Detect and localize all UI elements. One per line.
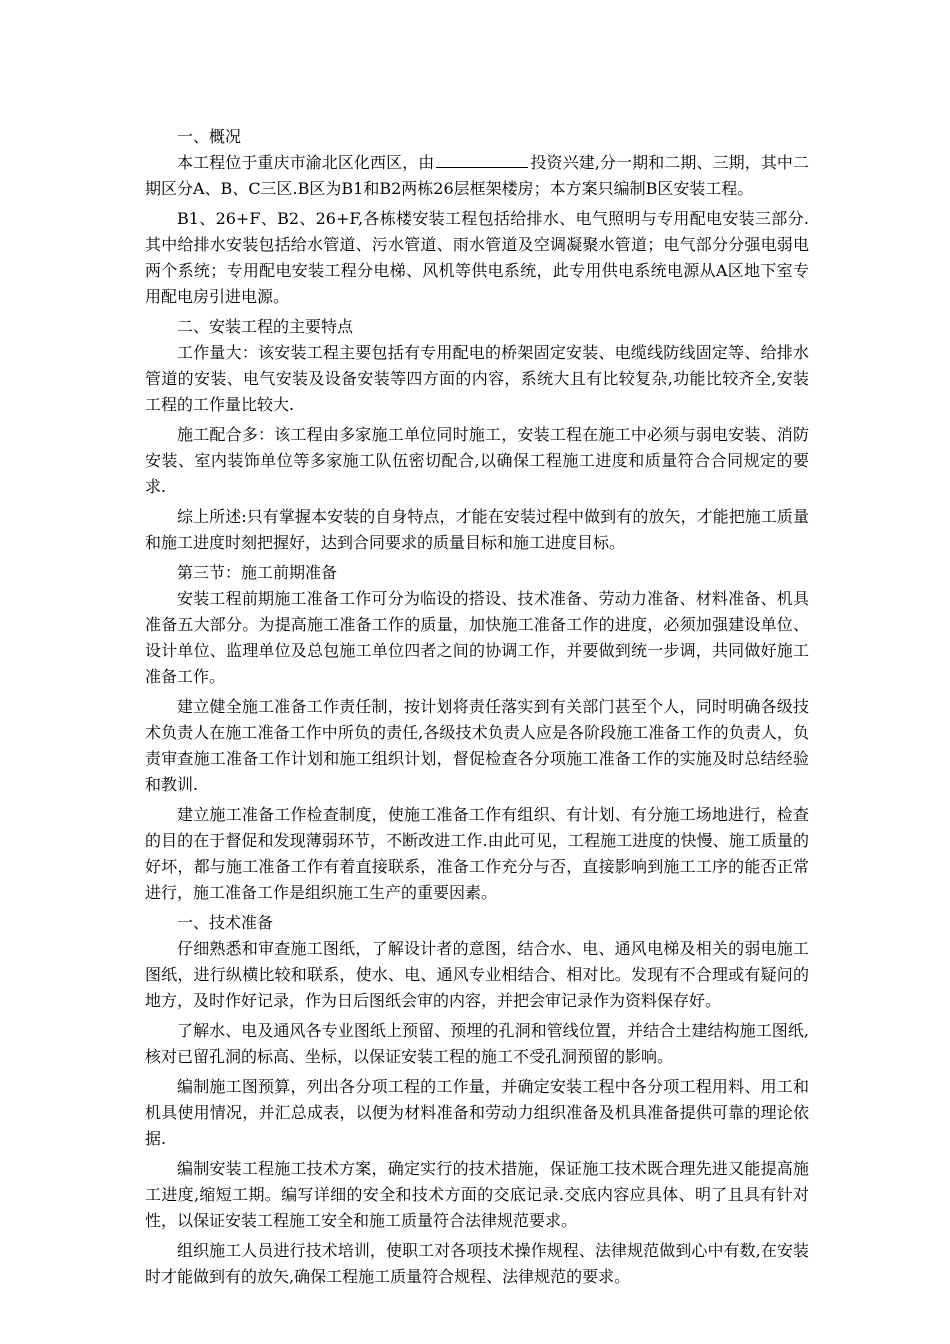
paragraph-technical-plan: 编制安装工程施工技术方案，确定实行的技术措施，保证施工技术既合理先进又能提高施工进度,缩短工期。编写详细的安全和技术方面的交底记录.交底内容应具体、明了且具有针对性，以保证安装工程施工安全和施工质量符合法律规范要求。 — [145, 1159, 809, 1230]
paragraph-training: 组织施工人员进行技术培训，使职工对各项技术操作规程、法律规范做到心中有数,在安装时才能做到有的放矢,确保工程施工质量符合规程、法律规范的要求。 — [145, 1241, 809, 1286]
paragraph-summary: 综上所述:只有掌握本安装的自身特点，才能在安装过程中做到有的放矢，才能把施工质量和施工进度时刻把握好，达到合同要求的质量目标和施工进度目标。 — [145, 507, 809, 552]
paragraph-workload: 工作量大：该安装工程主要包括有专用配电的桥架固定安装、电缆线防线固定等、给排水管道的安装、电气安装及设备安装等四方面的内容，系统大且有比较复杂,功能比较齐全,安装工程的工作量比较大. — [145, 343, 809, 414]
paragraph-scope: B1、26+F、B2、26+F,各栋楼安装工程包括给排水、电气照明与专用配电安装三部分.其中给排水安装包括给水管道、污水管道、雨水管道及空调凝聚水管道；电气部分分强电弱电两个系统；专用配电安装工程分电梯、风机等供电系统，此专用供电系统电源从A区地下室专用配电房引进电源。 — [145, 209, 809, 306]
blank-fill-line — [436, 152, 528, 168]
paragraph-inspection: 建立施工准备工作检查制度，使施工准备工作有组织、有计划、有分施工场地进行，检查的目的在于督促和发现薄弱环节，不断改进工作.由此可见，工程施工进度的快慢、施工质量的好坏，都与施工准备工作有着直接联系，准备工作充分与否，直接影响到施工工序的能否正常进行，施工准备工作是组织施工生产的重要因素。 — [145, 805, 809, 902]
paragraph-coordination: 施工配合多：该工程由多家施工单位同时施工，安装工程在施工中必须与弱电安装、消防安装、室内装饰单位等多家施工队伍密切配合,以确保工程施工进度和质量符合合同规定的要求. — [145, 425, 809, 496]
paragraph-preparation-overview: 安装工程前期施工准备工作可分为临设的搭设、技术准备、劳动力准备、材料准备、机具准备五大部分。为提高施工准备工作的质量，加快施工准备工作的进度，必须加强建设单位、设计单位、监理单位及总包施工单位四者之间的协调工作，并要做到统一步调，共同做好施工准备工作。 — [145, 589, 809, 686]
section-heading-overview: 一、概况 — [177, 127, 242, 146]
section-heading-technical: 一、技术准备 — [177, 913, 274, 932]
paragraph-text-after-blank: 投资兴建,分一期和二期、三期，其中二期区分A、B、C三区.B区为B1和B2两栋26层框架楼房；本方案只编制B区安装工程。 — [145, 153, 809, 198]
section-heading-features: 二、安装工程的主要特点 — [177, 317, 354, 336]
paragraph-reserved-holes: 了解水、电及通风各专业图纸上预留、预埋的孔洞和管线位置，并结合土建结构施工图纸,核对已留孔洞的标高、坐标，以保证安装工程的施工不受孔洞预留的影响。 — [145, 1021, 809, 1066]
paragraph-responsibility: 建立健全施工准备工作责任制，按计划将责任落实到有关部门甚至个人，同时明确各级技术负责人在施工准备工作中所负的责任,各级技术负责人应是各阶段施工准备工作的负责人，负责审查施工准备工作计划和施工组织计划，督促检查各分项施工准备工作的实施及时总结经验和教训. — [145, 697, 809, 794]
paragraph-project-location — [145, 150, 809, 202]
paragraph-budget: 编制施工图预算，列出各分项工程的工作量，并确定安装工程中各分项工程用料、用工和机具使用情况，并汇总成表，以便为材料准备和劳动力组织准备及机具准备提供可靠的理论依据. — [145, 1077, 809, 1148]
paragraph-text-before-blank: 本工程位于重庆市渝北区化西区，由 — [177, 153, 435, 172]
section-heading-preparation: 第三节：施工前期准备 — [177, 563, 338, 582]
paragraph-drawings-review: 仔细熟悉和审查施工图纸，了解设计者的意图，结合水、电、通风电梯及相关的弱电施工图纸，进行纵横比较和联系，使水、电、通风专业相结合、相对比。发现有不合理或有疑问的地方，及时作好记录，作为日后图纸会审的内容，并把会审记录作为资料保存好。 — [145, 939, 809, 1010]
document-body — [145, 124, 809, 1294]
